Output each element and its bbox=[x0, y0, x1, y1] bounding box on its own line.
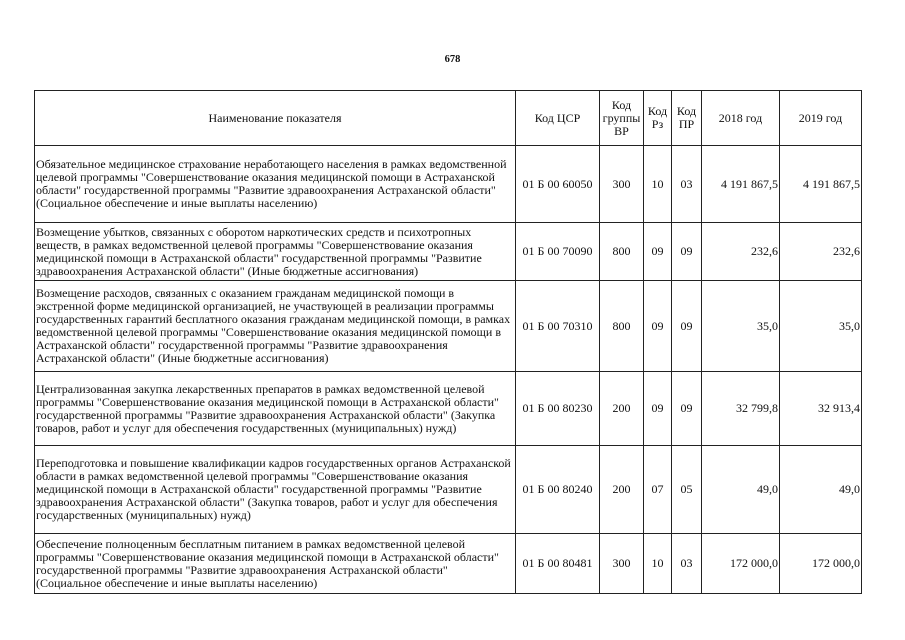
row-name: Обеспечение полноценным бесплатным питанием в рамках ведомственной целевой программы "Совершенствование оказания медицинской помощи в Астраханской области" государственной программы "Развитие здравоохранения Астраханской области" (Социальное обеспечение и иные выплаты населению) bbox=[35, 534, 516, 594]
row-vr-code: 800 bbox=[600, 281, 644, 372]
row-rz-code: 10 bbox=[644, 146, 672, 223]
row-name: Возмещение убытков, связанных с оборотом наркотических средств и психотропных веществ, в рамках ведомственной целевой программы "Совершенствование оказания медицинской помощи в Астраханской области" государственной программы "Развитие здравоохранения Астраханской области" (Иные бюджетные ассигнования) bbox=[35, 223, 516, 281]
row-pr-code: 09 bbox=[672, 372, 702, 446]
row-vr-code: 200 bbox=[600, 446, 644, 534]
row-amount-2019: 4 191 867,5 bbox=[780, 146, 862, 223]
row-vr-code: 800 bbox=[600, 223, 644, 281]
row-rz-code: 09 bbox=[644, 223, 672, 281]
table-row bbox=[35, 146, 862, 223]
row-pr-code: 03 bbox=[672, 146, 702, 223]
row-amount-2018: 32 799,8 bbox=[702, 372, 780, 446]
row-vr-code: 300 bbox=[600, 534, 644, 594]
row-csr-code: 01 Б 00 80240 bbox=[516, 446, 600, 534]
header-csr-code: Код ЦСР bbox=[516, 91, 600, 146]
row-amount-2018: 35,0 bbox=[702, 281, 780, 372]
row-vr-code: 200 bbox=[600, 372, 644, 446]
row-amount-2019: 32 913,4 bbox=[780, 372, 862, 446]
table-row bbox=[35, 223, 862, 281]
row-amount-2018: 172 000,0 bbox=[702, 534, 780, 594]
row-name: Обязательное медицинское страхование неработающего населения в рамках ведомственной целевой программы "Совершенствование оказания медицинской помощи в Астраханской области" государственной программы "Развитие здравоохранения Астраханской области" (Социальное обеспечение и иные выплаты населению) bbox=[35, 146, 516, 223]
row-vr-code: 300 bbox=[600, 146, 644, 223]
table-row bbox=[35, 446, 862, 534]
table-row bbox=[35, 534, 862, 594]
header-year-2019: 2019 год bbox=[780, 91, 862, 146]
row-amount-2019: 232,6 bbox=[780, 223, 862, 281]
row-name: Централизованная закупка лекарственных препаратов в рамках ведомственной целевой программы "Совершенствование оказания медицинской помощи в Астраханской области" государственной программы "Развитие здравоохранения Астраханской области" (Закупка товаров, работ и услуг для обеспечения государственных (муниципальных) нужд) bbox=[35, 372, 516, 446]
row-amount-2018: 4 191 867,5 bbox=[702, 146, 780, 223]
page-number: 678 bbox=[444, 54, 461, 65]
header-year-2018: 2018 год bbox=[702, 91, 780, 146]
row-csr-code: 01 Б 00 80230 bbox=[516, 372, 600, 446]
header-rz-code: Код Рз bbox=[644, 91, 672, 146]
row-pr-code: 09 bbox=[672, 281, 702, 372]
table-row bbox=[35, 281, 862, 372]
row-name: Переподготовка и повышение квалификации кадров государственных органов Астраханской области в рамках ведомственной целевой программы "Совершенствование оказания медицинской помощи в Астраханской области" государственной программы "Развитие здравоохранения Астраханской области" (Закупка товаров, работ и услуг для обеспечения государственных (муниципальных) нужд) bbox=[35, 446, 516, 534]
row-csr-code: 01 Б 00 80481 bbox=[516, 534, 600, 594]
row-amount-2019: 49,0 bbox=[780, 446, 862, 534]
header-pr-code: Код ПР bbox=[672, 91, 702, 146]
row-pr-code: 05 bbox=[672, 446, 702, 534]
row-amount-2019: 35,0 bbox=[780, 281, 862, 372]
header-name: Наименование показателя bbox=[35, 91, 516, 146]
row-amount-2018: 49,0 bbox=[702, 446, 780, 534]
row-pr-code: 03 bbox=[672, 534, 702, 594]
row-amount-2018: 232,6 bbox=[702, 223, 780, 281]
row-csr-code: 01 Б 00 70090 bbox=[516, 223, 600, 281]
row-rz-code: 07 bbox=[644, 446, 672, 534]
row-csr-code: 01 Б 00 70310 bbox=[516, 281, 600, 372]
budget-table bbox=[34, 90, 862, 594]
row-pr-code: 09 bbox=[672, 223, 702, 281]
row-csr-code: 01 Б 00 60050 bbox=[516, 146, 600, 223]
row-rz-code: 10 bbox=[644, 534, 672, 594]
row-rz-code: 09 bbox=[644, 281, 672, 372]
table-row bbox=[35, 372, 862, 446]
row-name: Возмещение расходов, связанных с оказанием гражданам медицинской помощи в экстренной форме медицинской организацией, не участвующей в реализации программы государственных гарантий бесплатного оказания гражданам медицинской помощи, в рамках ведомственной целевой программы "Совершенствование оказания медицинской помощи в Астраханской области" государственной программы "Развитие здравоохранения Астраханской области" (Иные бюджетные ассигнования) bbox=[35, 281, 516, 372]
row-rz-code: 09 bbox=[644, 372, 672, 446]
header-vr-code: Код группы ВР bbox=[600, 91, 644, 146]
row-amount-2019: 172 000,0 bbox=[780, 534, 862, 594]
header-row bbox=[35, 91, 862, 146]
